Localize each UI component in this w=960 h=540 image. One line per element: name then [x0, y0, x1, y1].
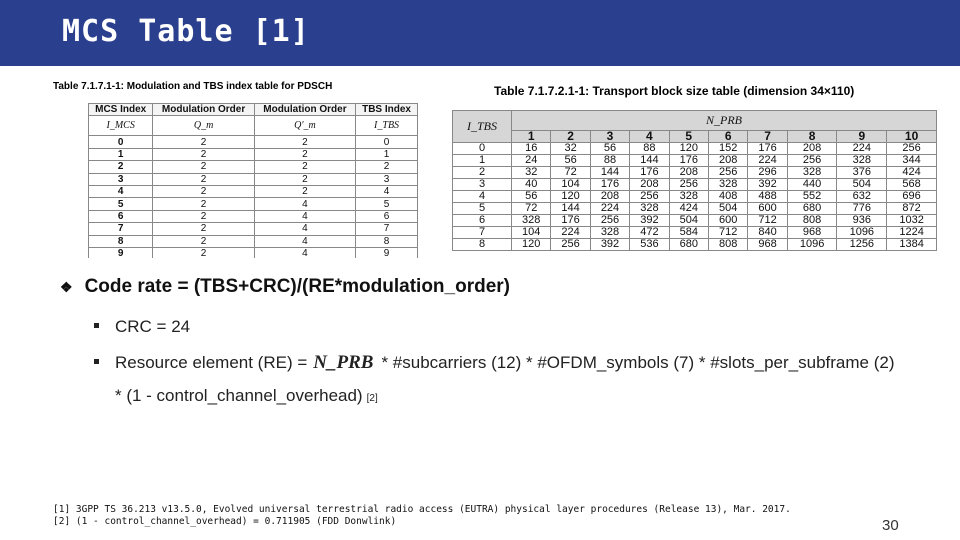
tbs-cell: 1096 — [787, 239, 837, 251]
mcs-table-row — [89, 198, 418, 210]
re-prefix: Resource element (RE) = — [115, 353, 308, 372]
tbs-table-row — [453, 179, 937, 191]
diamond-bullet-icon: ❖ — [60, 278, 73, 295]
tbs-cell: 1224 — [887, 227, 937, 239]
mcs-table-body — [89, 136, 418, 258]
tbs-column-header: 5 — [669, 131, 708, 143]
reference-1: [1] 3GPP TS 36.213 v13.5.0, Evolved universal terrestrial radio access (EUTRA) physical layer procedures (Release 13), Mar. 2017. — [53, 504, 791, 515]
tbs-cell: 552 — [787, 191, 837, 203]
tbs-cell: 472 — [630, 227, 669, 239]
tbs-cell: 208 — [590, 191, 629, 203]
tbs-table-caption: Table 7.1.7.2.1-1: Transport block size table (dimension 34×110) — [494, 84, 855, 98]
tbs-cell: 344 — [887, 155, 937, 167]
tbs-cell: 488 — [748, 191, 787, 203]
tbs-cell: 256 — [669, 179, 708, 191]
tbs-cell: 3 — [453, 179, 512, 191]
tbs-cell: 208 — [787, 143, 837, 155]
re-bullet — [94, 352, 894, 374]
mcs-cell: 9 — [356, 247, 418, 258]
tbs-cell: 5 — [453, 203, 512, 215]
tbs-cell: 584 — [669, 227, 708, 239]
tbs-cell: 208 — [708, 155, 747, 167]
tbs-cell: 696 — [887, 191, 937, 203]
tbs-cell: 936 — [837, 215, 887, 227]
tbs-cell: 176 — [748, 143, 787, 155]
tbs-cell: 88 — [590, 155, 629, 167]
tbs-cell: 224 — [837, 143, 887, 155]
tbs-column-header: 3 — [590, 131, 629, 143]
tbs-cell: 808 — [708, 239, 747, 251]
tbs-cell: 256 — [787, 155, 837, 167]
tbs-cell: 600 — [748, 203, 787, 215]
tbs-cell: 88 — [630, 143, 669, 155]
tbs-cell: 120 — [551, 191, 590, 203]
mcs-symbol-row — [89, 116, 418, 136]
tbs-cell: 72 — [512, 203, 551, 215]
tbs-cell: 600 — [708, 215, 747, 227]
mcs-table-row — [89, 235, 418, 247]
tbs-cell: 2 — [453, 167, 512, 179]
tbs-cell: 1256 — [837, 239, 887, 251]
re-line2: * (1 - control_channel_overhead) — [115, 386, 363, 405]
mcs-cell: 3 — [356, 173, 418, 185]
mcs-header-cell: MCS Index — [89, 104, 153, 116]
tbs-table-row — [453, 167, 937, 179]
tbs-cell: 568 — [887, 179, 937, 191]
mcs-cell: 2 — [153, 235, 254, 247]
tbs-column-header: 2 — [551, 131, 590, 143]
crc-text: CRC = 24 — [115, 317, 191, 336]
code-rate-formula: Code rate = (TBS+CRC)/(RE*modulation_order) — [84, 276, 510, 297]
tbs-cell: 376 — [837, 167, 887, 179]
tbs-cell: 104 — [551, 179, 590, 191]
mcs-cell: 2 — [254, 185, 355, 197]
main-bullet — [60, 276, 510, 298]
page-number: 30 — [882, 517, 899, 534]
mcs-table-caption: Table 7.1.7.1-1: Modulation and TBS index table for PDSCH — [53, 81, 333, 92]
tbs-cell: 40 — [512, 179, 551, 191]
tbs-table — [452, 110, 937, 258]
tbs-cell: 72 — [551, 167, 590, 179]
tbs-cell: 104 — [512, 227, 551, 239]
tbs-table-row — [453, 227, 937, 239]
mcs-cell: 9 — [89, 247, 153, 258]
re-bullet-continuation — [115, 386, 378, 406]
tbs-cell: 296 — [748, 167, 787, 179]
mcs-symbol-cell: Q'_m — [254, 116, 355, 136]
tbs-nprb-row — [453, 111, 937, 131]
mcs-cell: 2 — [89, 161, 153, 173]
tbs-cell: 176 — [669, 155, 708, 167]
tbs-cell: 7 — [453, 227, 512, 239]
tbs-cell: 120 — [512, 239, 551, 251]
tbs-column-header: 1 — [512, 131, 551, 143]
tbs-cell: 56 — [512, 191, 551, 203]
mcs-cell: 2 — [153, 198, 254, 210]
mcs-cell: 2 — [153, 148, 254, 160]
mcs-symbol-cell: I_TBS — [356, 116, 418, 136]
mcs-cell: 8 — [356, 235, 418, 247]
mcs-table-row — [89, 210, 418, 222]
tbs-table-body — [453, 143, 937, 251]
tbs-column-header: 7 — [748, 131, 787, 143]
tbs-cell: 968 — [748, 239, 787, 251]
tbs-cell: 56 — [590, 143, 629, 155]
tbs-cell: 712 — [748, 215, 787, 227]
tbs-cell: 224 — [551, 227, 590, 239]
tbs-cell: 4 — [453, 191, 512, 203]
tbs-cell: 504 — [708, 203, 747, 215]
tbs-table-row — [453, 203, 937, 215]
tbs-cell: 328 — [787, 167, 837, 179]
mcs-table-row — [89, 173, 418, 185]
tbs-cell: 680 — [787, 203, 837, 215]
mcs-cell: 4 — [254, 210, 355, 222]
tbs-cell: 256 — [887, 143, 937, 155]
tbs-cell: 840 — [748, 227, 787, 239]
mcs-table-row — [89, 247, 418, 258]
mcs-table-row — [89, 161, 418, 173]
tbs-cell: 256 — [551, 239, 590, 251]
tbs-cell: 392 — [630, 215, 669, 227]
mcs-cell: 2 — [254, 148, 355, 160]
mcs-table-row — [89, 223, 418, 235]
tbs-cell: 8 — [453, 239, 512, 251]
square-bullet-icon — [94, 323, 99, 328]
tbs-cell: 0 — [453, 143, 512, 155]
tbs-cell: 144 — [630, 155, 669, 167]
tbs-cell: 144 — [551, 203, 590, 215]
tbs-cell: 424 — [669, 203, 708, 215]
references — [53, 504, 791, 528]
tbs-cell: 328 — [512, 215, 551, 227]
mcs-cell: 2 — [153, 185, 254, 197]
mcs-cell: 7 — [89, 223, 153, 235]
tbs-cell: 224 — [590, 203, 629, 215]
tbs-table-row — [453, 239, 937, 251]
mcs-cell: 6 — [356, 210, 418, 222]
tbs-cell: 6 — [453, 215, 512, 227]
reference-2: [2] (1 - control_channel_overhead) = 0.711905 (FDD Donwlink) — [53, 516, 397, 527]
mcs-header-cell: Modulation Order — [254, 104, 355, 116]
tbs-table-row — [453, 155, 937, 167]
tbs-cell: 56 — [551, 155, 590, 167]
tbs-column-header: 4 — [630, 131, 669, 143]
tbs-table-row — [453, 143, 937, 155]
tbs-cell: 256 — [630, 191, 669, 203]
mcs-cell: 4 — [254, 223, 355, 235]
mcs-cell: 2 — [254, 161, 355, 173]
mcs-cell: 4 — [254, 235, 355, 247]
tbs-cell: 968 — [787, 227, 837, 239]
tbs-column-header-row — [453, 131, 937, 143]
mcs-cell: 2 — [254, 136, 355, 148]
crc-bullet — [94, 317, 190, 337]
tbs-cell: 328 — [630, 203, 669, 215]
tbs-cell: 176 — [590, 179, 629, 191]
tbs-cell: 224 — [748, 155, 787, 167]
mcs-cell: 1 — [356, 148, 418, 160]
mcs-cell: 1 — [89, 148, 153, 160]
mcs-cell: 4 — [254, 247, 355, 258]
mcs-cell: 2 — [153, 173, 254, 185]
tbs-cell: 680 — [669, 239, 708, 251]
mcs-table-row — [89, 185, 418, 197]
tbs-cell: 144 — [590, 167, 629, 179]
tbs-table-row — [453, 191, 937, 203]
tbs-nprb-header: N_PRB — [512, 111, 937, 131]
tbs-cell: 32 — [551, 143, 590, 155]
tbs-cell: 152 — [708, 143, 747, 155]
tbs-cell: 392 — [748, 179, 787, 191]
slide-title: MCS Table [1] — [62, 14, 310, 49]
tbs-cell: 256 — [708, 167, 747, 179]
tbs-cell: 16 — [512, 143, 551, 155]
tbs-cell: 176 — [630, 167, 669, 179]
mcs-cell: 2 — [153, 136, 254, 148]
mcs-cell: 5 — [89, 198, 153, 210]
mcs-cell: 2 — [153, 210, 254, 222]
mcs-cell: 2 — [153, 247, 254, 258]
tbs-cell: 256 — [590, 215, 629, 227]
tbs-cell: 32 — [512, 167, 551, 179]
mcs-cell: 2 — [254, 173, 355, 185]
tbs-cell: 120 — [669, 143, 708, 155]
tbs-cell: 712 — [708, 227, 747, 239]
square-bullet-icon — [94, 359, 99, 364]
mcs-symbol-cell: Q_m — [153, 116, 254, 136]
mcs-cell: 5 — [356, 198, 418, 210]
mcs-cell: 0 — [89, 136, 153, 148]
tbs-column-header: 10 — [887, 131, 937, 143]
tbs-cell: 208 — [630, 179, 669, 191]
tbs-cell: 440 — [787, 179, 837, 191]
mcs-cell: 2 — [153, 161, 254, 173]
mcs-cell: 6 — [89, 210, 153, 222]
re-line2-reference: [2] — [366, 393, 378, 404]
tbs-cell: 176 — [551, 215, 590, 227]
mcs-table-row — [89, 136, 418, 148]
tbs-cell: 776 — [837, 203, 887, 215]
tbs-cell: 24 — [512, 155, 551, 167]
mcs-header-cell: TBS Index — [356, 104, 418, 116]
tbs-table-row — [453, 215, 937, 227]
tbs-cell: 408 — [708, 191, 747, 203]
tbs-cell: 1384 — [887, 239, 937, 251]
tbs-cell: 872 — [887, 203, 937, 215]
mcs-cell: 4 — [89, 185, 153, 197]
tbs-column-header: 9 — [837, 131, 887, 143]
mcs-symbol-cell: I_MCS — [89, 116, 153, 136]
tbs-cell: 208 — [669, 167, 708, 179]
mcs-cell: 4 — [254, 198, 355, 210]
mcs-cell: 4 — [356, 185, 418, 197]
tbs-cell: 328 — [590, 227, 629, 239]
mcs-header-row — [89, 104, 418, 116]
mcs-cell: 0 — [356, 136, 418, 148]
mcs-cell: 3 — [89, 173, 153, 185]
tbs-cell: 504 — [669, 215, 708, 227]
tbs-cell: 808 — [787, 215, 837, 227]
tbs-cell: 424 — [887, 167, 937, 179]
mcs-cell: 2 — [356, 161, 418, 173]
mcs-cell: 8 — [89, 235, 153, 247]
mcs-header-cell: Modulation Order — [153, 104, 254, 116]
tbs-cell: 392 — [590, 239, 629, 251]
tbs-cell: 1 — [453, 155, 512, 167]
mcs-table — [88, 103, 418, 258]
mcs-cell: 7 — [356, 223, 418, 235]
re-suffix: * #subcarriers (12) * #OFDM_symbols (7) * #slots_per_subframe (2) — [381, 353, 895, 372]
tbs-cell: 632 — [837, 191, 887, 203]
tbs-cell: 328 — [837, 155, 887, 167]
tbs-cell: 504 — [837, 179, 887, 191]
mcs-cell: 2 — [153, 223, 254, 235]
tbs-itbs-header: I_TBS — [453, 111, 512, 143]
re-nprb-symbol: N_PRB — [313, 352, 374, 373]
tbs-cell: 328 — [708, 179, 747, 191]
tbs-column-header: 8 — [787, 131, 837, 143]
tbs-cell: 1096 — [837, 227, 887, 239]
mcs-table-row — [89, 148, 418, 160]
tbs-column-header: 6 — [708, 131, 747, 143]
tbs-cell: 328 — [669, 191, 708, 203]
tbs-cell: 536 — [630, 239, 669, 251]
tbs-cell: 1032 — [887, 215, 937, 227]
